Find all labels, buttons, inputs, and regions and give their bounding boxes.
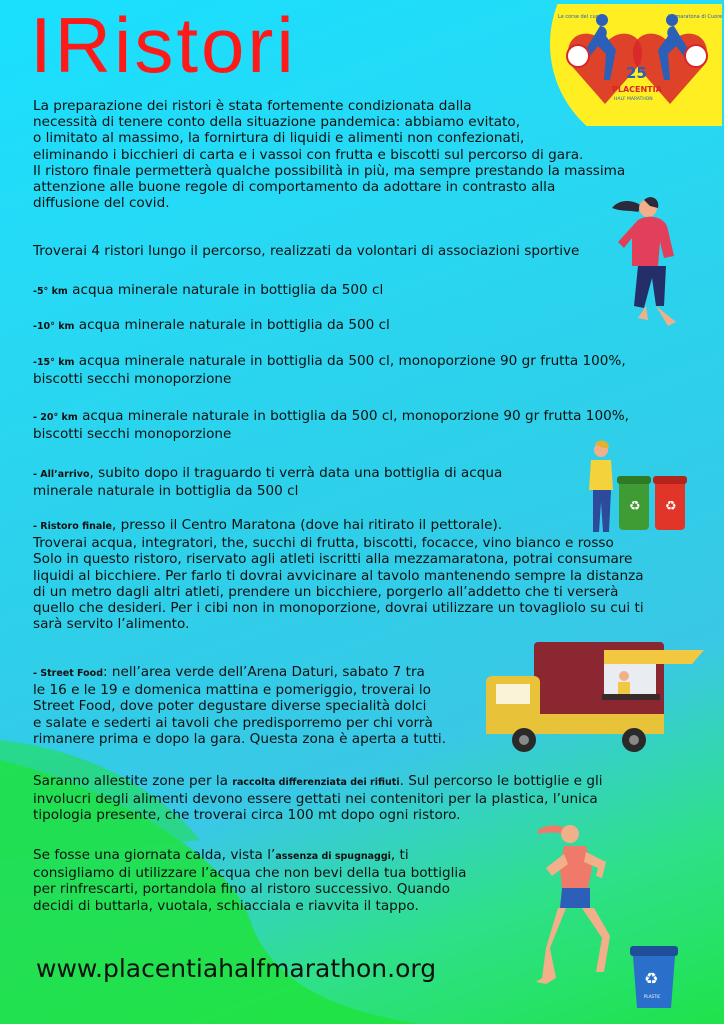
plastic-bin-icon [628,946,680,1010]
bin-label: PLASTIC [644,994,661,999]
recycling-label: raccolta differenziata dei rifiuti [232,777,400,788]
item-street-food [33,664,446,747]
item-arrival [33,465,502,499]
recycling-bins-illustration [583,440,693,535]
svg-text:♻: ♻ [644,969,659,988]
intro-paragraph: La preparazione dei ristori è stata fortemente condizionata dalla necessità di tenere conto della situazione pandemica: abbiamo evitato, o limitato al massimo, la fornirtura di liquidi e alimenti non confezionati, eliminando i bicchieri di carta e i vassoi con frutta e biscotti sul percorso di gara. Il ristoro finale permetterà qualche possibilità in più, ma sempre prestando la massima attenzione alle buone regole di comportamento da adottare in contrasto alla diffusione del covid. [33,98,626,212]
item-text: acqua minerale naturale in bottiglia da 500 cl, monoporzione 90 gr frutta 100%, biscotti secchi monoporzione [33,408,629,443]
item-label: -10° km [33,321,75,332]
svg-text:♻: ♻ [629,499,641,514]
recycling-pre: Saranno allestite zone per la [33,773,233,789]
item-label: - Street Food [33,668,104,679]
sponges-label: assenza di spugnaggi [275,851,391,862]
website-url: www.placentiahalfmarathon.org [36,954,437,983]
svg-text:♻: ♻ [665,499,677,514]
item-5km [33,282,383,300]
sponges-post: , ti consigliamo di utilizzare l’acqua che non bevi della tua bottiglia per rinfrescarti, portandola fino al ristoro successivo. Quando decidi di buttarla, vuotala, schiacciala e riavvita il tappo. [33,847,467,914]
item-label: -15° km [33,357,75,368]
item-label: - Ristoro finale [33,521,112,532]
logo-subtitle: HALF MARATHON [614,97,653,102]
item-label: - All’arrivo [33,469,90,480]
sponges-pre: Se fosse una giornata calda, vista l’ [33,847,276,863]
item-text: : nell’area verde dell’Arena Daturi, sabato 7 tra le 16 e le 19 e domenica mattina e pomeriggio, troverai lo Street Food, dove poter degustare diverse specialità dolci e salate e sederti ai tavoli che predisporremo per chi vorrà rimanere prima e dopo la gara. Questa zona è aperta a tutti. [33,664,447,747]
logo-left-arc: Le corse del cuore [558,14,604,20]
recycling-post: . Sul percorso le bottiglie e gli involucri degli alimenti devono essere gettati nei contenitori per la plastica, l’unica tipologia presente, che troverai circa 100 mt dopo ogni ristoro. [33,773,603,824]
item-label: -5° km [33,286,68,297]
item-label: - 20° km [33,412,78,423]
item-20km [33,408,629,442]
runner-woman-bottom-illustration [528,812,638,992]
food-truck-illustration [484,636,714,756]
recycling-paragraph [33,773,603,824]
runner-woman-illustration [600,190,700,340]
item-text: , subito dopo il traguardo ti verrà data una bottiglia di acqua minerale naturale in bottiglia da 500 cl [33,465,503,500]
item-15km [33,353,626,387]
logo-city: PLACENTIA [612,85,662,94]
logo-number: 25 [626,64,647,82]
page-title: IRistori [30,1,297,89]
sponges-paragraph [33,847,467,914]
item-10km [33,317,390,335]
item-text: acqua minerale naturale in bottiglia da 500 cl [67,282,384,298]
item-final-ristoro [33,517,644,632]
logo-right-arc: La maratona di Cuore [668,14,722,20]
item-text: acqua minerale naturale in bottiglia da 500 cl [74,317,390,333]
item-text: , presso il Centro Maratona (dove hai ritirato il pettorale). Troverai acqua, integratori, the, succhi di frutta, biscotti, focacce, vino bianco e rosso Solo in questo ristoro, riservato agli atleti iscritti alla mezzamaratona, potrai consumare liquidi al bicchiere. Per farlo ti dovrai avvicinare al tavolo mantenendo sempre la distanza di un metro dagli altri atleti, prendere un bicchiere, porgerlo all’addetto che ti verserà quello che desideri. Per i cibi non in monoporzione, dovrai utilizzare un tovagliolo su cui ti sarà servito l’alimento. [33,517,644,633]
ristori-count-line: Troverai 4 ristori lungo il percorso, realizzati da volontari di associazioni sportive [33,243,580,259]
item-text: acqua minerale naturale in bottiglia da 500 cl, monoporzione 90 gr frutta 100%, biscotti secchi monoporzione [33,353,626,388]
